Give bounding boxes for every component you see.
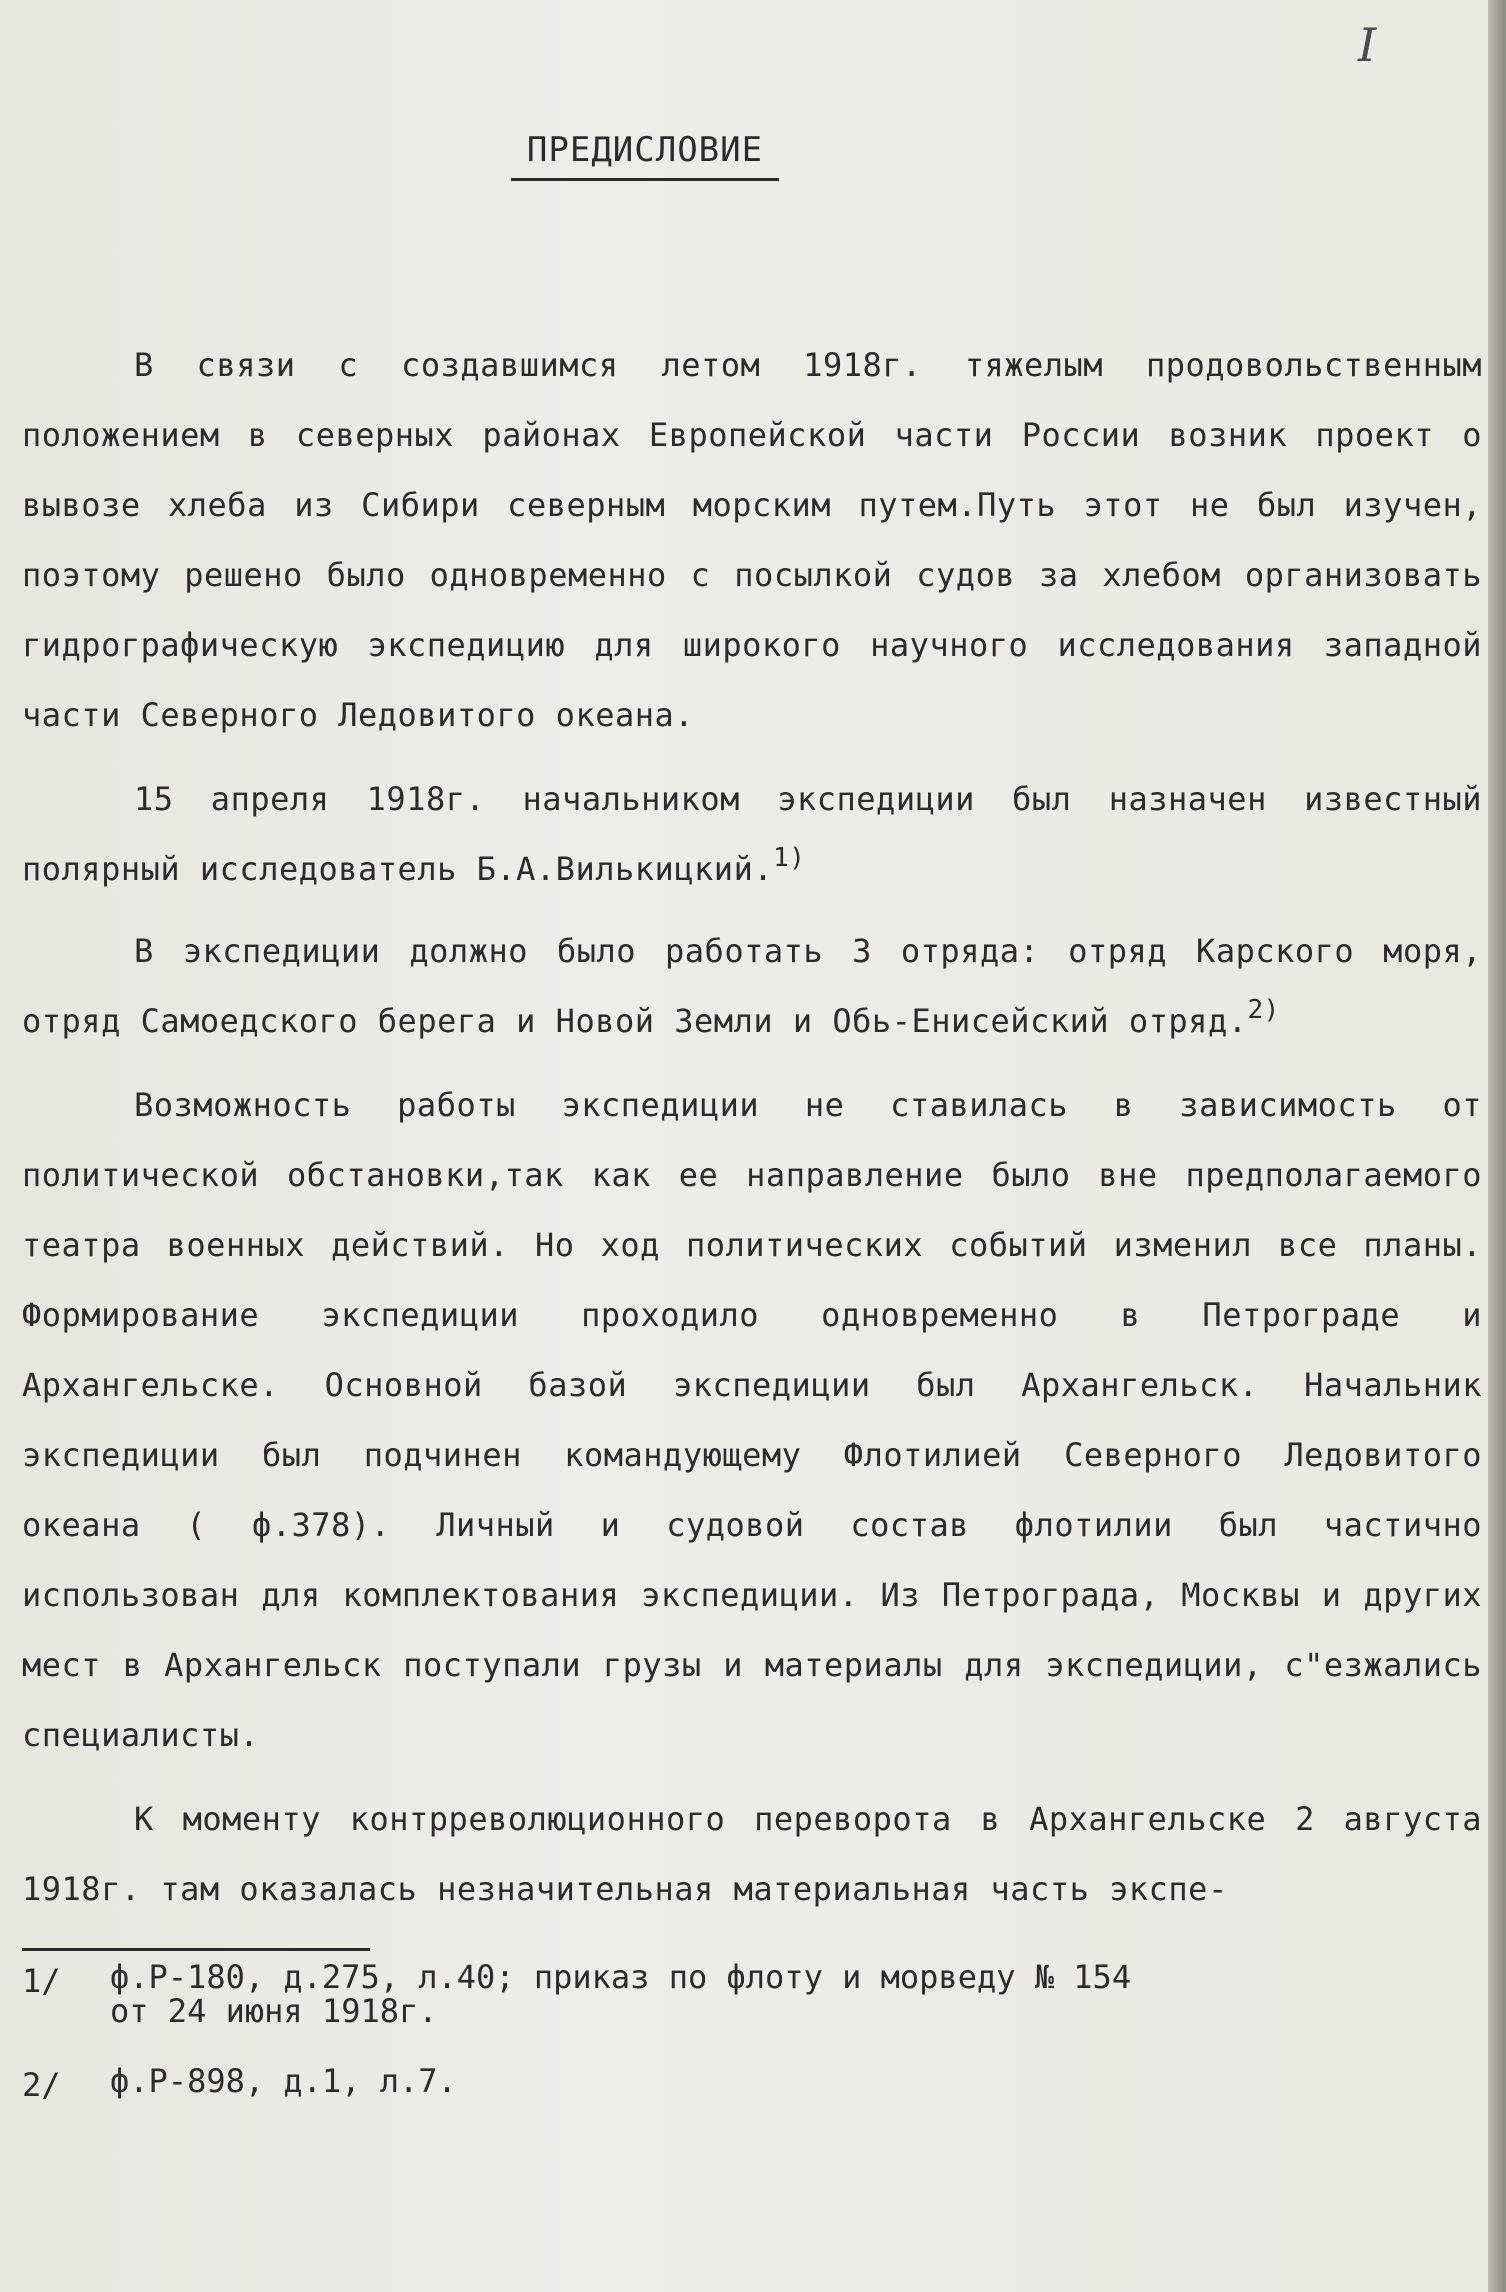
page-edge <box>1488 0 1506 2292</box>
body-text <box>22 330 1482 1936</box>
footnote-number: 2/ <box>22 2066 61 2104</box>
footnote-1 <box>22 1960 1322 2028</box>
footnote-divider <box>22 1948 370 1951</box>
page-title <box>0 130 1295 181</box>
footnote-text: ф.Р-898, д.1, л.7. <box>110 2062 457 2100</box>
footnote-ref-1: 1) <box>773 843 806 873</box>
footnotes <box>22 1960 1322 2142</box>
title-text: ПРЕДИСЛОВИЕ <box>511 130 779 181</box>
footnote-number: 1/ <box>22 1962 61 2000</box>
footnote-text-continued: от 24 июня 1918г. <box>110 1992 438 2030</box>
paragraph-3: В экспедиции должно было работать 3 отряда: отряд Карского моря, отряд Самоедского берега и Новой Земли и Обь-Енисейский отряд.$^{2)}$ <box>22 932 1482 1040</box>
footnote-ref-2: 2) <box>1247 995 1280 1025</box>
paragraph-4: Возможность работы экспедиции не ставилась в зависимость от политической обстановки,так как ее направление было вне предполагаемого театра военных действий. Но ход политических событий изменил все планы. Формирование экспедиции проходило одновременно в Петрограде и Архангельске. Основной базой экспедиции был Архангельск. Начальник экспедиции был подчинен командующему Флотилией Северного Ледовитого океана ( ф.378). Личный и судовой состав флотилии был частично использован для комплектования экспедиции. Из Петрограда, Москвы и других мест в Архангельск поступали грузы и материалы для экспедиции, с"езжались специалисты. <box>22 1086 1482 1754</box>
page-number: I <box>1358 18 1377 72</box>
footnote-text: ф.Р-180, д.275, л.40; приказ по флоту и морведу № 154 <box>110 1958 1132 1996</box>
footnote-2 <box>22 2064 1322 2106</box>
paragraph-1: В связи с создавшимся летом 1918г. тяжелым продовольственным положением в северных районах Европейской части России возник проект о вывозе хлеба из Сибири северным морским путем.Путь этот не был изучен, поэтому решено было одновременно с посылкой судов за хлебом организовать гидрографическую экспедицию для широкого научного исследования западной части Северного Ледовитого океана. <box>22 346 1482 734</box>
paragraph-2: 15 апреля 1918г. начальником экспедиции был назначен известный полярный исследователь Б.А.Вилькицкий.$^{1)}$ <box>22 780 1482 888</box>
paragraph-5: К моменту контрреволюционного переворота в Архангельске 2 августа 1918г. там оказалась незначительная материальная часть экспе- <box>22 1800 1482 1908</box>
